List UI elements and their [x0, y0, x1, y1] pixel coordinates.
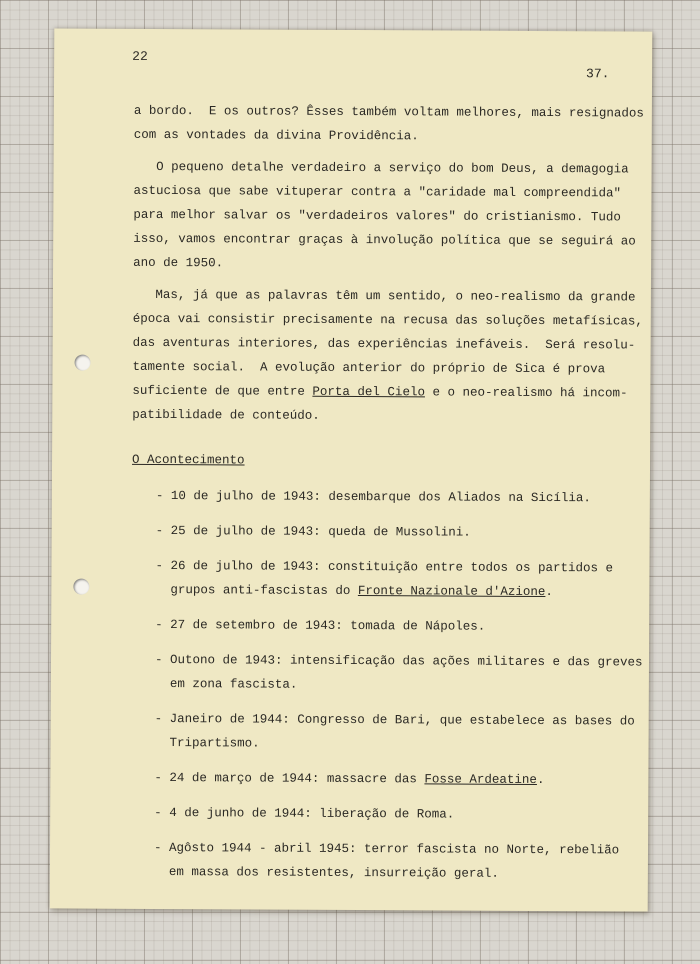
- timeline-list: [153, 484, 643, 898]
- page-number-left: 22: [132, 48, 148, 64]
- text-line: [132, 379, 628, 406]
- section-heading: O Acontecimento: [132, 452, 245, 468]
- timeline-item: [154, 766, 634, 793]
- paragraph-2: [133, 155, 636, 278]
- text-line: para melhor salvar os "verdadeiros valores" do cristianismo. Tudo: [133, 207, 621, 225]
- timeline-item: [155, 613, 635, 640]
- text-line: O pequeno detalhe verdadeiro a serviço do bom Deus, a demagogia: [133, 159, 629, 177]
- text-line: a bordo. E os outros? Êsses também voltam melhores, mais resignados: [133, 103, 645, 121]
- timeline-line: em zona fascista.: [154, 676, 298, 692]
- timeline-line: - 10 de julho de 1943: desembarque dos Aliados na Sicília.: [155, 488, 591, 506]
- typewritten-page: [50, 28, 653, 911]
- text-line: época vai consistir precisamente na recusa das soluções metafísicas,: [132, 311, 643, 329]
- timeline-line: [154, 766, 634, 793]
- timeline-line: - 26 de julho de 1943: constituição entre todos os partidos e: [155, 558, 614, 576]
- text-segment: suficiente de que entre: [132, 383, 313, 399]
- timeline-line: [155, 578, 635, 605]
- text-segment: e o neo-realismo há incom-: [424, 385, 628, 401]
- timeline-item: [154, 836, 634, 887]
- underlined-fosse-ardeatine: Fosse Ardeatine: [424, 772, 537, 787]
- text-line: ano de 1950.: [133, 255, 224, 271]
- text-line: astuciosa que sabe vituperar contra a "caridade mal compreendida": [133, 183, 622, 201]
- text-line: Mas, já que as palavras têm um sentido, o neo-realismo da grande: [132, 287, 636, 305]
- text-segment: .: [536, 772, 545, 788]
- paragraph-3: [132, 283, 643, 430]
- text-segment: grupos anti-fascistas do: [155, 582, 358, 599]
- text-line: das aventuras interiores, das experiências inefáveis. Será resolu-: [132, 335, 636, 353]
- timeline-item: [156, 519, 636, 546]
- text-segment: .: [545, 585, 553, 600]
- timeline-line: - 27 de setembro de 1943: tomada de Nápoles.: [155, 617, 486, 634]
- film-title-porta-del-cielo: Porta del Cielo: [312, 384, 426, 400]
- text-segment: - 24 de março de 1944: massacre das: [154, 770, 425, 787]
- text-line: patibilidade de conteúdo.: [132, 407, 320, 423]
- punch-hole-bottom: [73, 579, 89, 595]
- timeline-item: [155, 554, 635, 605]
- timeline-item: [155, 707, 635, 758]
- underlined-fronte-nazionale: Fronte Nazionale d'Azione: [357, 584, 546, 600]
- page-number-right: 37.: [586, 66, 610, 82]
- timeline-line: Tripartismo.: [154, 735, 260, 751]
- timeline-line: - 4 de junho de 1944: liberação de Roma.: [154, 805, 455, 822]
- body-text: [132, 99, 645, 438]
- text-line: isso, vamos encontrar graças à involução política que se seguirá ao: [133, 231, 636, 249]
- timeline-item: [154, 801, 634, 828]
- punch-hole-top: [75, 355, 91, 371]
- text-line: com as vontades da divina Providência.: [133, 127, 419, 144]
- timeline-item: [154, 648, 643, 699]
- timeline-line: - Outono de 1943: intensificação das ações militares e das greves: [154, 652, 643, 670]
- timeline-line: - Janeiro de 1944: Congresso de Bari, que estabelece as bases do: [154, 711, 635, 729]
- timeline-item: [156, 484, 636, 511]
- timeline-line: em massa dos resistentes, insurreição geral.: [153, 864, 499, 881]
- paragraph-1: [133, 99, 645, 150]
- timeline-line: - 25 de julho de 1943: queda de Mussolini.: [155, 523, 471, 540]
- timeline-line: - Agôsto 1944 - abril 1945: terror fascista no Norte, rebelião: [153, 840, 620, 858]
- text-line: tamente social. A evolução anterior do próprio de Sica é prova: [132, 359, 606, 377]
